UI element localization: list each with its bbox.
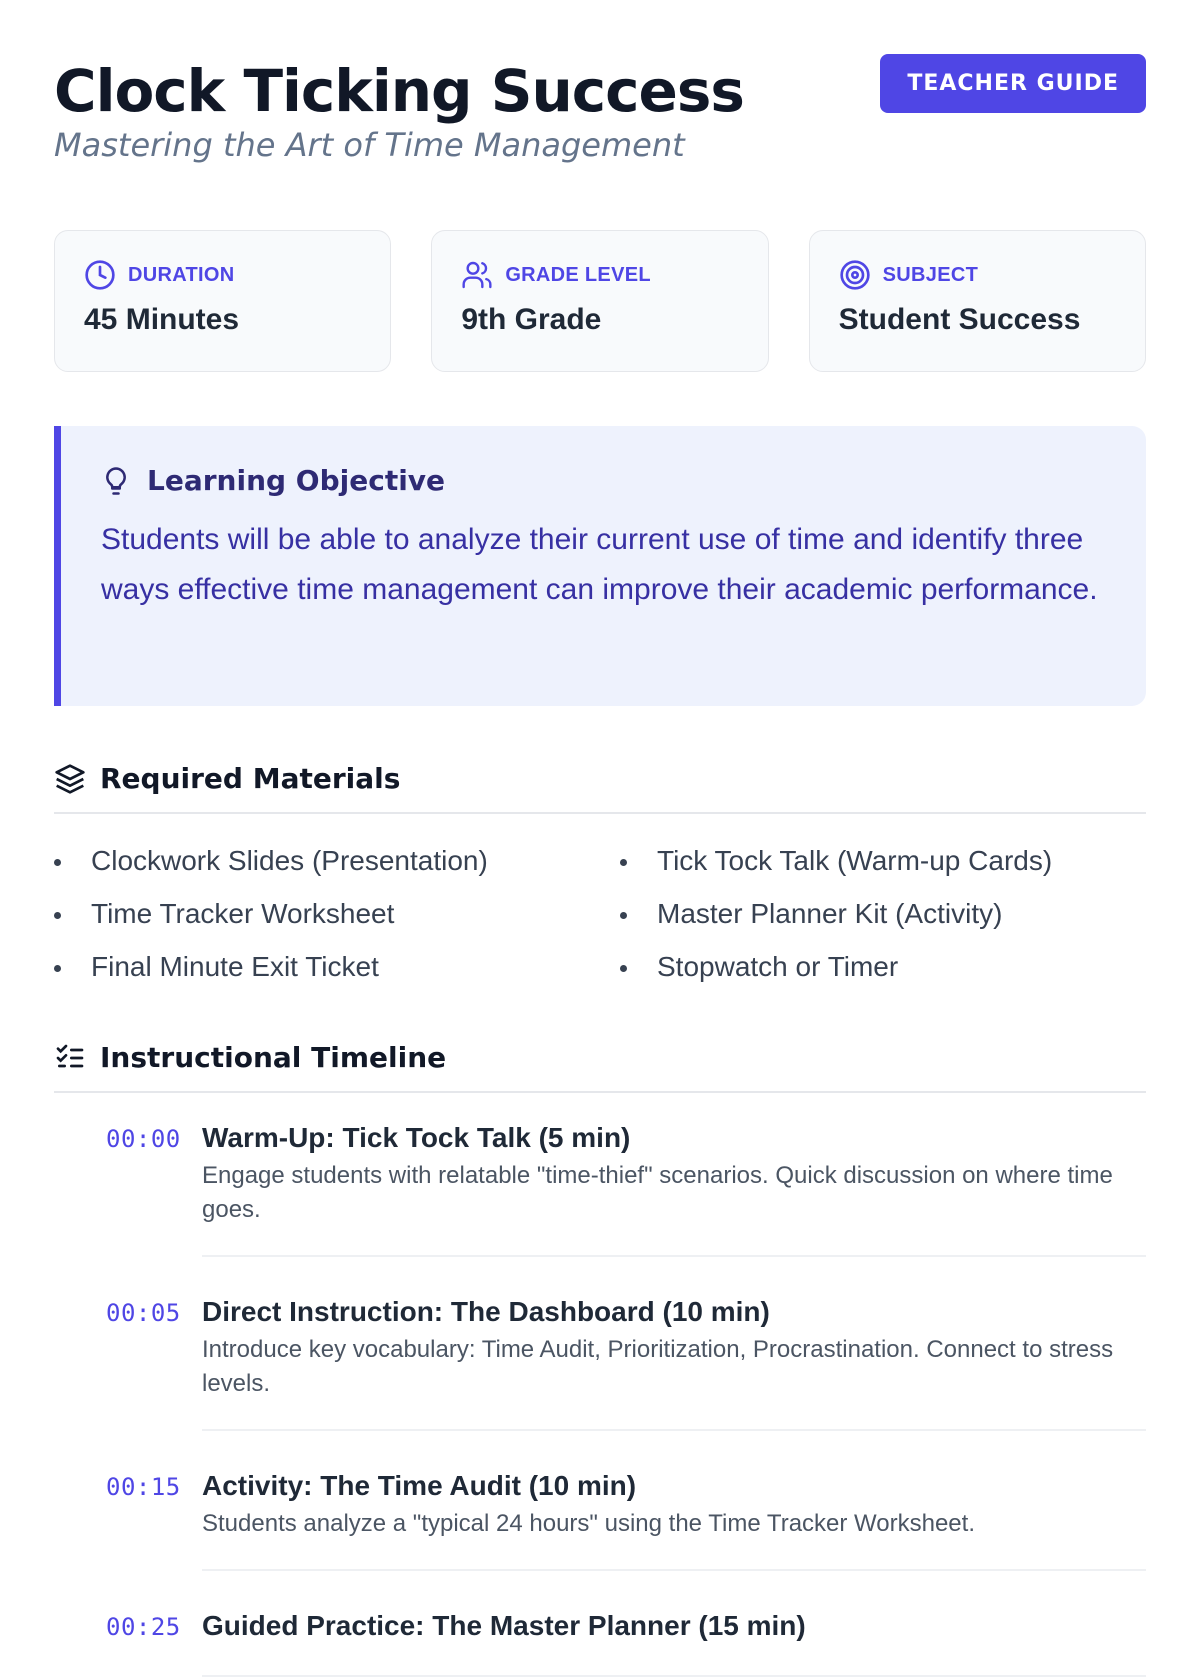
list-item: Time Tracker Worksheet bbox=[54, 895, 580, 948]
meta-label: DURATION bbox=[128, 263, 235, 286]
timeline bbox=[54, 1111, 1146, 1677]
header bbox=[54, 0, 1146, 200]
meta-value: 9th Grade bbox=[461, 303, 602, 336]
timeline-title: Direct Instruction: The Dashboard (10 min) bbox=[202, 1296, 770, 1327]
meta-label: GRADE LEVEL bbox=[505, 263, 651, 286]
meta-value: Student Success bbox=[838, 303, 1081, 336]
target-icon bbox=[839, 259, 871, 291]
timeline-item bbox=[54, 1599, 1146, 1677]
timeline-desc: Students analyze a "typical 24 hours" using the Time Tracker Worksheet. bbox=[202, 1510, 975, 1537]
users-icon bbox=[461, 259, 493, 291]
meta-card-duration bbox=[54, 230, 391, 372]
meta-value: 45 Minutes bbox=[84, 303, 240, 336]
meta-card-grade-level bbox=[431, 230, 768, 372]
list-item: Master Planner Kit (Activity) bbox=[620, 895, 1146, 948]
timeline-time: 00:15 bbox=[106, 1473, 181, 1501]
learning-objective-box bbox=[54, 426, 1146, 706]
timeline-item bbox=[54, 1285, 1146, 1431]
meta-cards bbox=[54, 230, 1146, 372]
timeline-item bbox=[54, 1111, 1146, 1257]
timeline-title: Warm-Up: Tick Tock Talk (5 min) bbox=[202, 1122, 631, 1153]
timeline-time: 00:00 bbox=[106, 1125, 181, 1153]
list-item: Final Minute Exit Ticket bbox=[54, 948, 580, 1001]
page-title: Clock Ticking Success bbox=[54, 57, 744, 125]
clock-icon bbox=[84, 259, 116, 291]
timeline-desc: Introduce key vocabulary: Time Audit, Prioritization, Procrastination. Connect to stress levels. bbox=[202, 1336, 1114, 1397]
page-subtitle: Mastering the Art of Time Management bbox=[54, 126, 685, 164]
objective-text: Students will be able to analyze their current use of time and identify three ways effective time management can improve their academic performance. bbox=[101, 523, 1098, 606]
section-title: Required Materials bbox=[100, 762, 401, 795]
timeline-title: Guided Practice: The Master Planner (15 min) bbox=[202, 1610, 806, 1641]
meta-label: SUBJECT bbox=[882, 263, 979, 286]
list-item: Tick Tock Talk (Warm-up Cards) bbox=[620, 842, 1146, 895]
materials-section-header bbox=[54, 762, 1146, 814]
checklist-icon bbox=[54, 1042, 86, 1074]
timeline-item bbox=[54, 1459, 1146, 1571]
timeline-time: 00:25 bbox=[106, 1613, 181, 1641]
list-item: Clockwork Slides (Presentation) bbox=[54, 842, 580, 895]
timeline-title: Activity: The Time Audit (10 min) bbox=[202, 1470, 637, 1501]
list-item: Stopwatch or Timer bbox=[620, 948, 1146, 1001]
lightbulb-icon bbox=[101, 466, 131, 496]
timeline-desc: Engage students with relatable "time-thief" scenarios. Quick discussion on where time goes. bbox=[202, 1162, 1113, 1223]
timeline-time: 00:05 bbox=[106, 1299, 181, 1327]
teacher-guide-button[interactable]: TEACHER GUIDE bbox=[880, 54, 1146, 113]
section-title: Instructional Timeline bbox=[100, 1041, 447, 1074]
meta-card-subject bbox=[809, 230, 1146, 372]
materials-list bbox=[54, 842, 1146, 1001]
timeline-section-header bbox=[54, 1041, 1146, 1093]
layers-icon bbox=[54, 763, 86, 795]
objective-title: Learning Objective bbox=[147, 464, 446, 497]
